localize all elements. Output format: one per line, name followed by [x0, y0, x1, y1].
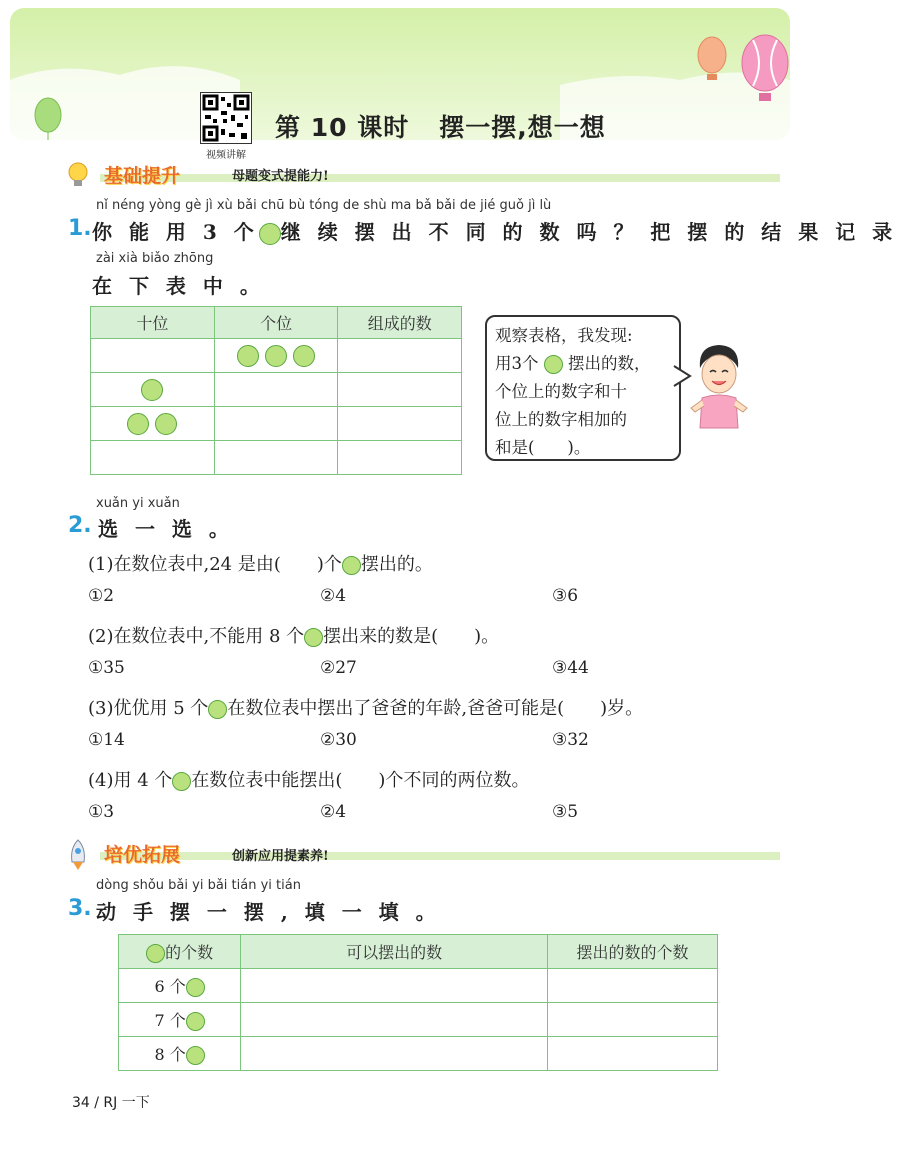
table-row [119, 1003, 718, 1037]
page-footer: 34 / RJ 一下 [72, 1095, 150, 1111]
number-cell[interactable] [338, 407, 462, 441]
bead-icon [127, 413, 149, 435]
bead-icon [237, 345, 259, 367]
q1-text-line2: 在 下 表 中 。 [92, 274, 265, 298]
qr-code-icon [201, 93, 251, 143]
q3-table [118, 934, 718, 1071]
bead-icon [186, 978, 205, 997]
bead-icon [155, 413, 177, 435]
q2-item-text-a: (1)在数位表中,24 是由( )个 [88, 554, 342, 575]
observation-bubble [485, 315, 681, 461]
ones-cell[interactable] [214, 339, 338, 373]
q1-header-ones: 个位 [214, 307, 338, 339]
q3-header-count [119, 935, 241, 969]
bead-icon [342, 556, 361, 575]
q2-item-2 [88, 622, 499, 648]
q1-number: 1. [68, 216, 92, 241]
qr-code[interactable] [200, 92, 252, 144]
q2-number: 2. [68, 513, 92, 538]
q2-option[interactable]: ③6 [552, 586, 579, 606]
lesson-number: 第 10 课时 [275, 113, 410, 142]
bead-icon [172, 772, 191, 791]
bubble-line-1: 观察表格，我发现: [495, 326, 633, 345]
bead-icon [186, 1012, 205, 1031]
q2-item-3 [88, 694, 643, 720]
q3-header-numbers: 可以摆出的数 [241, 935, 548, 969]
table-row [91, 407, 462, 441]
q2-item-4 [88, 766, 529, 792]
rocket-icon [72, 840, 85, 870]
q1-pinyin-1: nǐ néng yòng gè jì xù bǎi chū bù tóng de shù ma bǎ bǎi de jié guǒ jì lù [96, 198, 552, 213]
bead-icon [146, 944, 165, 963]
bead-icon [208, 700, 227, 719]
bubble-line-5[interactable]: 和是( )。 [495, 438, 591, 457]
q2-text: 选 一 选 。 [98, 517, 234, 541]
bead-icon [141, 379, 163, 401]
q3-numbers-cell[interactable] [241, 1003, 548, 1037]
bubble-line-3: 个位上的数字和十 [495, 382, 627, 401]
tens-cell[interactable] [91, 407, 215, 441]
q1-place-value-table [90, 306, 462, 475]
q3-numbers-cell[interactable] [241, 969, 548, 1003]
lesson-title: 摆一摆,想一想 [439, 113, 606, 142]
table-row [91, 373, 462, 407]
bead-icon [259, 223, 281, 245]
table-row [91, 441, 462, 475]
page-title [275, 108, 636, 144]
bulb-icon [69, 163, 87, 186]
q2-option[interactable]: ②27 [320, 658, 357, 678]
q3-count-label: 8 个 [154, 1045, 186, 1064]
q3-header-total: 摆出的数的个数 [548, 935, 718, 969]
ones-cell[interactable] [214, 441, 338, 475]
table-row [119, 1037, 718, 1071]
q2-option[interactable]: ③5 [552, 802, 579, 822]
q3-numbers-cell[interactable] [241, 1037, 548, 1071]
q3-total-cell[interactable] [548, 1037, 718, 1071]
table-row [119, 969, 718, 1003]
q3-total-cell[interactable] [548, 969, 718, 1003]
q3-count-label: 7 个 [154, 1011, 186, 1030]
q2-item-text-a: (2)在数位表中,不能用 8 个 [88, 626, 305, 647]
q2-option[interactable]: ②4 [320, 802, 347, 822]
q3-total-cell[interactable] [548, 1003, 718, 1037]
q2-option[interactable]: ①3 [88, 802, 115, 822]
bubble-line-2 [495, 350, 671, 378]
tens-cell[interactable] [91, 339, 215, 373]
q2-option[interactable]: ①14 [88, 730, 125, 750]
q2-option[interactable]: ②30 [320, 730, 357, 750]
q1-text-b: 继 续 摆 出 不 同 的 数 吗 ？ 把 摆 的 结 果 记 录 [280, 220, 897, 244]
q2-item-text-b: 在数位表中摆出了爸爸的年龄,爸爸可能是( )岁。 [227, 698, 644, 719]
q3-header-count-label: 的个数 [165, 943, 214, 962]
q3-text: 动 手 摆 一 摆 , 填 一 填 。 [96, 900, 441, 924]
bead-icon [544, 355, 563, 374]
bead-icon [186, 1046, 205, 1065]
q1-header-tens: 十位 [91, 307, 215, 339]
q1-pinyin-2: zài xià biǎo zhōng [96, 251, 214, 266]
q2-item-text-a: (3)优优用 5 个 [88, 698, 209, 719]
q2-option[interactable]: ①2 [88, 586, 115, 606]
section-tag-basic: 母题变式提能力! [232, 169, 329, 184]
bubble-line-2a: 用3个 [495, 354, 539, 373]
section-label-basic: 基础提升 [104, 165, 181, 187]
q1-text-a: 你 能 用 3 个 [92, 220, 259, 244]
q2-option[interactable]: ②4 [320, 586, 347, 606]
number-cell[interactable] [338, 373, 462, 407]
number-cell[interactable] [338, 441, 462, 475]
number-cell[interactable] [338, 339, 462, 373]
bead-icon [304, 628, 323, 647]
bubble-line-4: 位上的数字相加的 [495, 410, 627, 429]
q3-count-cell [119, 1003, 241, 1037]
bubble-line-2b: 摆出的数， [568, 354, 651, 373]
q2-item-text-b: 摆出的。 [360, 554, 433, 575]
section-tag-advanced: 创新应用提素养! [232, 849, 329, 864]
q2-option[interactable]: ③44 [552, 658, 589, 678]
q3-pinyin: dòng shǒu bǎi yi bǎi tián yi tián [96, 878, 301, 893]
tens-cell[interactable] [91, 441, 215, 475]
q2-item-text-b: 在数位表中能摆出( )个不同的两位数。 [191, 770, 530, 791]
q3-count-cell [119, 969, 241, 1003]
q2-option[interactable]: ①35 [88, 658, 125, 678]
q2-item-text-a: (4)用 4 个 [88, 770, 173, 791]
table-row [91, 339, 462, 373]
q2-option[interactable]: ③32 [552, 730, 589, 750]
q2-item-1 [88, 550, 433, 576]
q2-pinyin: xuǎn yi xuǎn [96, 496, 180, 511]
boy-character-icon [688, 340, 750, 432]
q3-number: 3. [68, 896, 92, 921]
section-label-advanced: 培优拓展 [104, 844, 181, 866]
bead-icon [265, 345, 287, 367]
q1-header-number: 组成的数 [338, 307, 462, 339]
q2-item-text-b: 摆出来的数是( )。 [323, 626, 500, 647]
q1-text [92, 216, 897, 245]
q3-count-cell [119, 1037, 241, 1071]
qr-label: 视频讲解 [206, 150, 246, 161]
ones-cell[interactable] [214, 407, 338, 441]
tens-cell[interactable] [91, 373, 215, 407]
q3-count-label: 6 个 [154, 977, 186, 996]
bead-icon [293, 345, 315, 367]
ones-cell[interactable] [214, 373, 338, 407]
